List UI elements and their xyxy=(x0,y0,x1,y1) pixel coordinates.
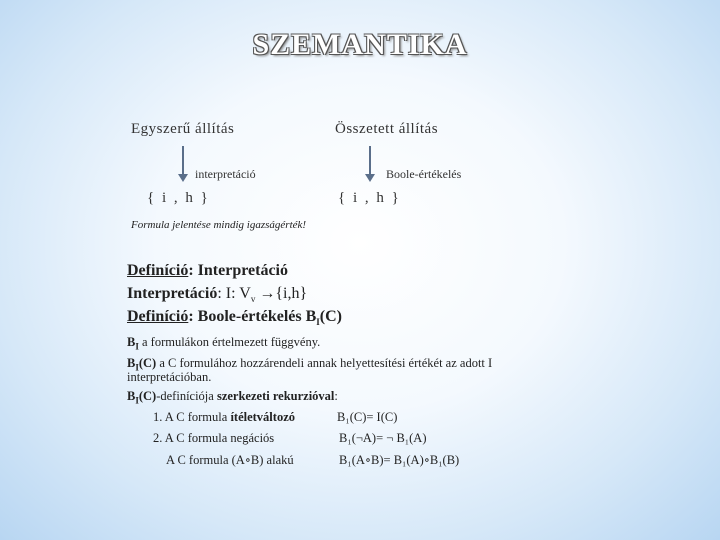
case-3-right: B₁(A∘B)= B₁(A)∘B₁(B) xyxy=(339,453,460,467)
body-line-2-b2: (C) xyxy=(138,356,157,370)
case-1-pre: 1. A C formula xyxy=(153,410,231,424)
case-1-left xyxy=(153,410,295,425)
body-line-3: interpretációban. xyxy=(127,370,212,384)
body-line-4-b: B xyxy=(127,389,136,403)
definition-boole xyxy=(127,308,342,327)
body-line-4-sub: I xyxy=(135,395,139,406)
body-line-1-sub: I xyxy=(135,341,139,352)
body-line-4-b2: (C) xyxy=(138,389,157,403)
interpretation-arrow: →{i,h} xyxy=(255,285,308,302)
interpretation-formula: : I: V xyxy=(217,285,251,302)
definition-boole-rest: : Boole-értékelés B xyxy=(188,308,317,325)
body-line-1-b: B xyxy=(127,335,136,349)
simple-statement-heading: Egyszerű állítás xyxy=(131,121,235,137)
interpretation-label-bold: Interpretáció xyxy=(127,285,218,302)
case-3-left xyxy=(166,452,294,468)
body-line-2-b: B xyxy=(127,356,136,370)
body-line-1-text: a formulákon értelmezett függvény. xyxy=(138,335,321,349)
left-arrow-shaft xyxy=(182,146,184,174)
case-3-pre: A C formula (A∘B) alakú xyxy=(166,453,294,467)
case-2-right: B₁(¬A)= ¬ B₁(A) xyxy=(339,431,427,445)
right-truth-set: { i , h } xyxy=(338,190,401,206)
definition-interpretation xyxy=(127,262,288,280)
body-line-4 xyxy=(127,389,338,406)
case-1-right: B₁(C)= I(C) xyxy=(337,410,398,424)
body-line-1 xyxy=(127,335,320,352)
right-arrow-shaft xyxy=(369,146,371,174)
meaning-note: Formula jelentése mindig igazságérték! xyxy=(131,219,307,231)
interpretation-mapping xyxy=(127,285,307,304)
right-arrow-head xyxy=(365,174,375,182)
body-line-2-text: a C formulához hozzárendeli annak helyettesítési értékét az adott I xyxy=(156,356,493,370)
page-title: SZEMANTIKA xyxy=(252,28,468,61)
boole-evaluation-label: Boole-értékelés xyxy=(386,167,462,181)
case-2-pre: 2. A C formula negációs xyxy=(153,431,275,445)
definition-boole-sub: I xyxy=(316,317,320,328)
body-line-4-end: : xyxy=(334,389,338,403)
left-arrow-head xyxy=(178,174,188,182)
compound-statement-heading: Összetett állítás xyxy=(335,121,439,137)
body-line-4-text: -definíciója xyxy=(156,389,217,403)
case-2-left xyxy=(153,431,274,446)
interpretation-sub: v xyxy=(250,294,256,305)
body-line-4-bold: szerkezeti rekurzióval xyxy=(216,389,335,403)
case-1-bold: ítéletváltozó xyxy=(230,410,295,424)
definition-boole-tail: (C) xyxy=(319,308,343,325)
definition-keyword-2: Definíció xyxy=(127,308,189,325)
body-line-2-sub: I xyxy=(135,362,139,373)
definition-interpretation-rest: : Interpretáció xyxy=(188,262,288,279)
left-truth-set: { i , h } xyxy=(147,190,210,206)
definition-keyword: Definíció xyxy=(127,262,189,279)
interpretation-label: interpretáció xyxy=(195,167,256,181)
